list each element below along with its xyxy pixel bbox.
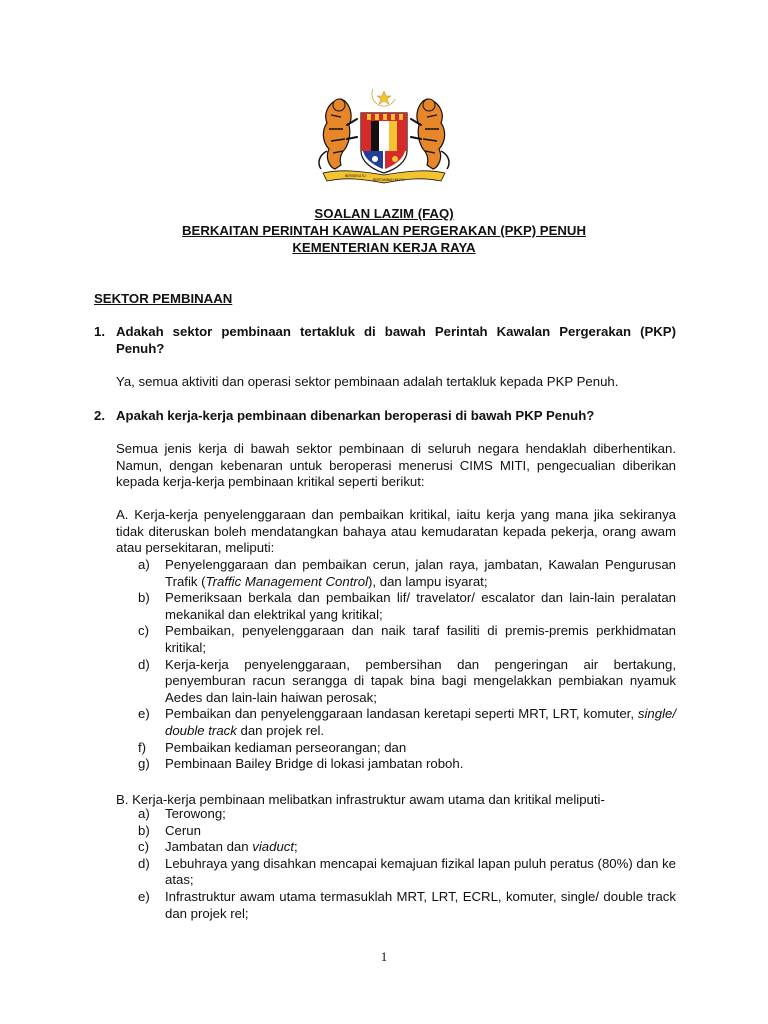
list-item-text-end: ), dan lampu isyarat; <box>368 573 488 589</box>
list-marker: c) <box>138 839 149 855</box>
list-marker: b) <box>138 590 150 606</box>
shield-icon <box>361 113 407 173</box>
list-item <box>138 706 676 739</box>
list-item-emphasis: viaduct <box>252 839 295 855</box>
list-marker: e) <box>138 888 150 904</box>
list-item <box>138 557 676 590</box>
list-item <box>138 657 676 707</box>
list-item <box>138 806 676 823</box>
list-item <box>138 756 676 773</box>
question-1-text: Adakah sektor pembinaan tertakluk di bawah Perintah Kawalan Pergerakan (PKP) Penuh? <box>116 324 676 356</box>
part-a-list <box>138 557 676 773</box>
title-line-2: BERKAITAN PERINTAH KAWALAN PERGERAKAN (PKP) PENUH <box>182 222 586 238</box>
list-item <box>138 590 676 623</box>
question-2-number: 2. <box>94 408 105 423</box>
question-1 <box>94 324 676 357</box>
answer-2-intro: Semua jenis kerja di bawah sektor pembinaan di seluruh negara hendaklah diberhentikan. Namun, dengan kebenaran untuk beroperasi menerusi CIMS MITI, pengecualian diberikan kepada kerja-kerja pembinaan kritikal seperti berikut: <box>116 441 676 490</box>
list-item-text: Penyelenggaraan dan pembaikan cerun, jalan raya, jambatan, Kawalan Pengurusan Trafik ( <box>165 557 676 589</box>
question-1-number: 1. <box>94 324 105 339</box>
list-marker: g) <box>138 756 150 772</box>
part-a-intro: A. Kerja-kerja penyelenggaraan dan pembaikan kritikal, iaitu kerja yang mana jika sekiranya tidak diteruskan boleh mendatangkan bahaya atau kemudaratan kepada pekerja, orang awam atau persekitaran, meliputi: <box>116 507 676 556</box>
list-item-text: Pembinaan Bailey Bridge di lokasi jambatan roboh. <box>165 756 464 772</box>
list-item-text: Terowong; <box>165 806 226 821</box>
malaysia-coat-of-arms-logo <box>311 85 457 187</box>
list-marker: d) <box>138 855 150 871</box>
list-item-text-end: ; <box>294 839 298 855</box>
list-item-text: Pemeriksaan berkala dan pembaikan lif/ travelator/ escalator dan lain-lain peralatan mekanikal dan elektrikal yang kritikal; <box>165 590 676 622</box>
list-item-text-end: dan projek rel. <box>236 722 325 738</box>
list-marker: b) <box>138 822 150 838</box>
list-item <box>138 823 676 840</box>
crescent-star-icon <box>372 89 395 106</box>
list-item-text: Jambatan dan <box>165 839 253 855</box>
list-item-text: Pembaikan dan penyelenggaraan landasan keretapi seperti MRT, LRT, komuter, <box>165 706 638 722</box>
list-marker: c) <box>138 623 149 639</box>
page-number: 1 <box>380 949 388 964</box>
list-item-text: Pembaikan kediaman perseorangan; dan <box>165 739 407 755</box>
list-item <box>138 889 676 922</box>
question-2 <box>94 408 676 425</box>
answer-1: Ya, semua aktiviti dan operasi sektor pembinaan adalah tertakluk kepada PKP Penuh. <box>116 374 619 389</box>
list-item-emphasis: single/ double track <box>165 706 676 738</box>
title-line-1: SOALAN LAZIM (FAQ) <box>314 206 454 221</box>
part-b-intro: B. Kerja-kerja pembinaan melibatkan infrastruktur awam utama dan kritikal meliputi- <box>116 792 605 807</box>
scroll-text-left: BERSEKUTU <box>345 174 366 178</box>
list-item-text: Pembaikan, penyelenggaraan dan naik taraf fasiliti di premis-premis perkhidmatan kritikal; <box>165 623 676 655</box>
left-tiger-icon <box>319 99 357 169</box>
list-item <box>138 839 676 856</box>
list-item-text: Infrastruktur awam utama termasuklah MRT, LRT, ECRL, komuter, single/ double track dan projek rel; <box>165 888 676 921</box>
question-2-text: Apakah kerja-kerja pembinaan dibenarkan beroperasi di bawah PKP Penuh? <box>116 408 595 423</box>
list-item-text: Cerun <box>165 822 201 838</box>
scroll-text-center: BERTAMBAH MUTU <box>373 178 405 182</box>
list-item-emphasis: Traffic Management Control <box>205 573 369 589</box>
list-item <box>138 856 676 889</box>
section-heading: SEKTOR PEMBINAAN <box>94 291 233 306</box>
list-item-text: Kerja-kerja penyelenggaraan, pembersihan dan pengeringan air bertakung, penyemburan racun serangga di tapak bina bagi mengelakkan pembiakan nyamuk Aedes dan lain-lain haiwan perosak; <box>165 656 676 705</box>
list-item <box>138 623 676 656</box>
list-item-text: Lebuhraya yang disahkan mencapai kemajuan fizikal lapan puluh peratus (80%) dan ke atas; <box>165 855 676 888</box>
list-item <box>138 740 676 757</box>
list-marker: d) <box>138 656 150 672</box>
title-line-3: KEMENTERIAN KERJA RAYA <box>292 239 476 255</box>
right-tiger-icon <box>411 99 449 169</box>
list-marker: a) <box>138 557 150 572</box>
list-marker: a) <box>138 806 150 821</box>
document-title <box>0 206 768 256</box>
list-marker: f) <box>138 739 147 755</box>
part-b-list <box>138 806 676 922</box>
list-marker: e) <box>138 706 150 722</box>
